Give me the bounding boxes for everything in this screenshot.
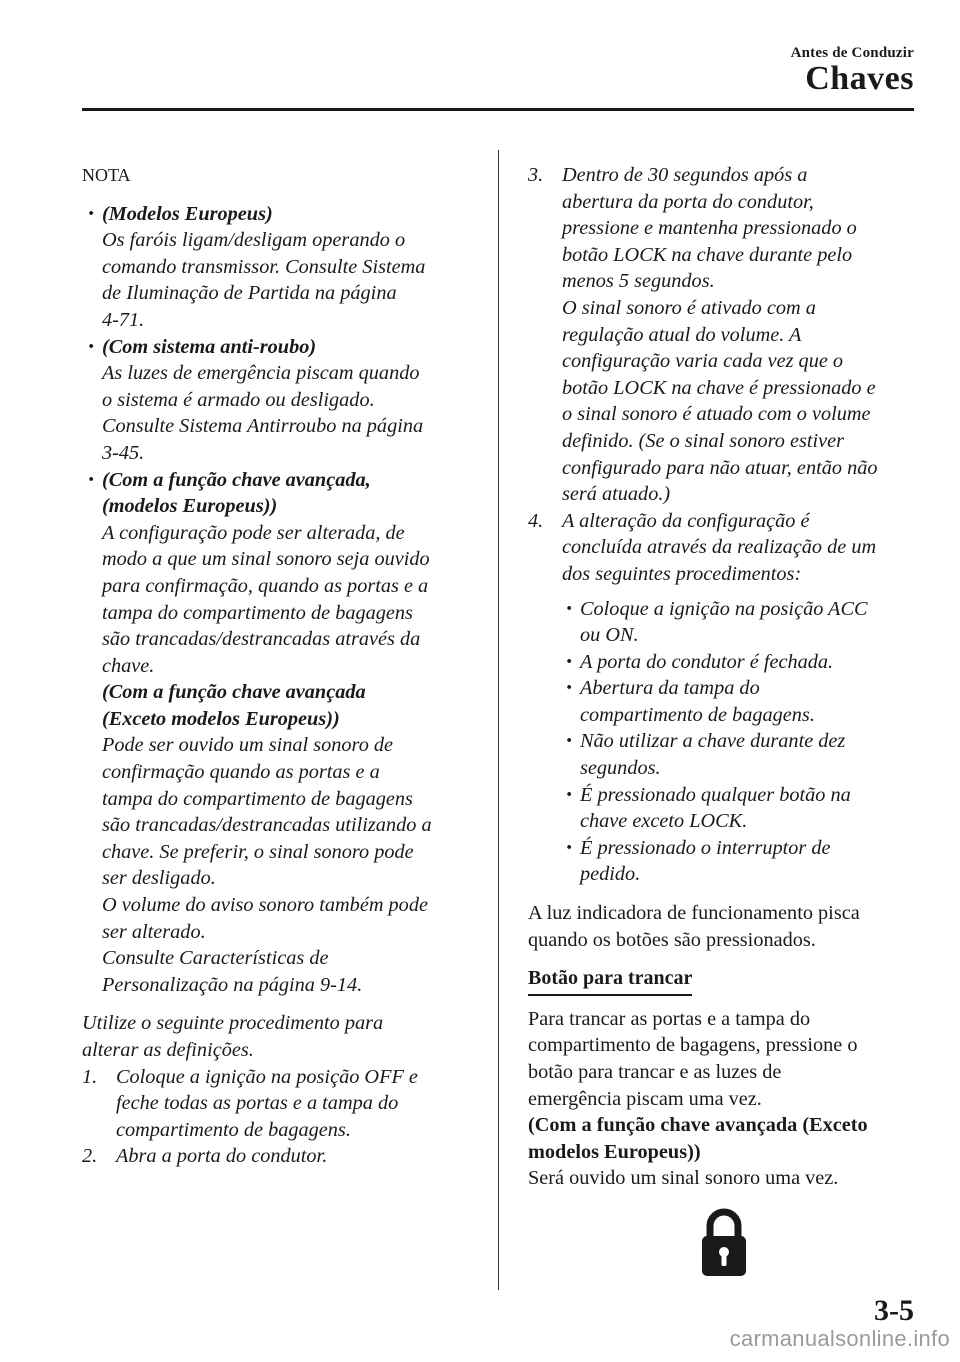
section-label: Antes de Conduzir (790, 45, 914, 61)
page-number: 3-5 (874, 1294, 914, 1327)
sub-bullet-ignition: · Coloque a ignição na posição ACC ou ON. (528, 596, 920, 649)
watermark: carmanualsonline.info (729, 1326, 950, 1351)
note-bullet-advanced-key: · (Com a função chave avançada, (modelos Europeus)) A configuração pode ser alterada, de modo a que um sinal sonoro seja ouvido para confirmação, quando as portas e a tampa do compartimento de bagagens são trancadas/destrancadas através da chave. (Com a função chave avançada (Exceto modelos Europeus)) Pode ser ouvido um sinal sonoro de confirmação quando as portas e a tampa do compartimento de bagagens são trancadas/destrancadas utilizando a chave. Se preferir, o sinal sonoro pode ser desligado. O volume do aviso sonoro também pode ser alterado. Consulte Características de Personalização na página 9-14. (82, 467, 474, 999)
beep-paragraph: Será ouvido um sinal sonoro uma vez. (528, 1167, 839, 1190)
sub-bullet-no-key: · Não utilizar a chave durante dez segundos. (528, 728, 920, 781)
sub-bullet-request-switch: · É pressionado o interruptor de pedido. (528, 835, 920, 888)
left-column (82, 162, 474, 1170)
section-subheading: Botão para trancar (528, 965, 692, 996)
step-4: 4. A alteração da configuração é concluída através da realização de um dos seguintes procedimentos: (528, 509, 877, 585)
step-2: 2. Abra a porta do condutor. (82, 1145, 328, 1168)
lock-icon (700, 1206, 748, 1278)
step-1: 1. Coloque a ignição na posição OFF e feche todas as portas e a tampa do compartimento de bagagens. (82, 1065, 418, 1141)
column-divider (498, 150, 499, 1290)
note-label: NOTA (82, 165, 131, 185)
note-bullet-european: · (Modelos Europeus) Os faróis ligam/desligam operando o comando transmissor. Consulte Sistema de Iluminação de Partida na página 4-71. (82, 201, 474, 334)
indicator-paragraph: A luz indicadora de funcionamento pisca quando os botões são pressionados. (528, 902, 860, 951)
sub-bullet-driver-door: · A porta do condutor é fechada. (528, 649, 920, 676)
step-3: 3. Dentro de 30 segundos após a abertura da porta do condutor, pressione e mantenha pressionado o botão LOCK na chave durante pelo menos 5 segundos. O sinal sonoro é ativado com a regulação atual do volume. A configuração varia cada vez que o botão LOCK na chave é pressionado e o sinal sonoro é atuado com o volume definido. (Se o sinal sonoro estiver configurado para não atuar, então não será atuado.) (528, 164, 878, 506)
note-bullet-antitheft: · (Com sistema anti-roubo) As luzes de emergência piscam quando o sistema é armado ou desligado. Consulte Sistema Antirroubo na página 3-45. (82, 334, 474, 467)
advanced-key-note: (Com a função chave avançada (Exceto modelos Europeus)) (528, 1114, 868, 1163)
page-title: Chaves (805, 60, 914, 97)
sub-bullet-liftgate: · Abertura da tampa do compartimento de bagagens. (528, 675, 920, 728)
right-column (528, 162, 920, 1192)
header-rule (82, 108, 914, 111)
sub-bullet-other-button: · É pressionado qualquer botão na chave exceto LOCK. (528, 782, 920, 835)
procedure-intro: Utilize o seguinte procedimento para alterar as definições. (82, 1012, 384, 1061)
lock-paragraph: Para trancar as portas e a tampa do compartimento de bagagens, pressione o botão para trancar e as luzes de emergência piscam uma vez. (528, 1007, 858, 1110)
